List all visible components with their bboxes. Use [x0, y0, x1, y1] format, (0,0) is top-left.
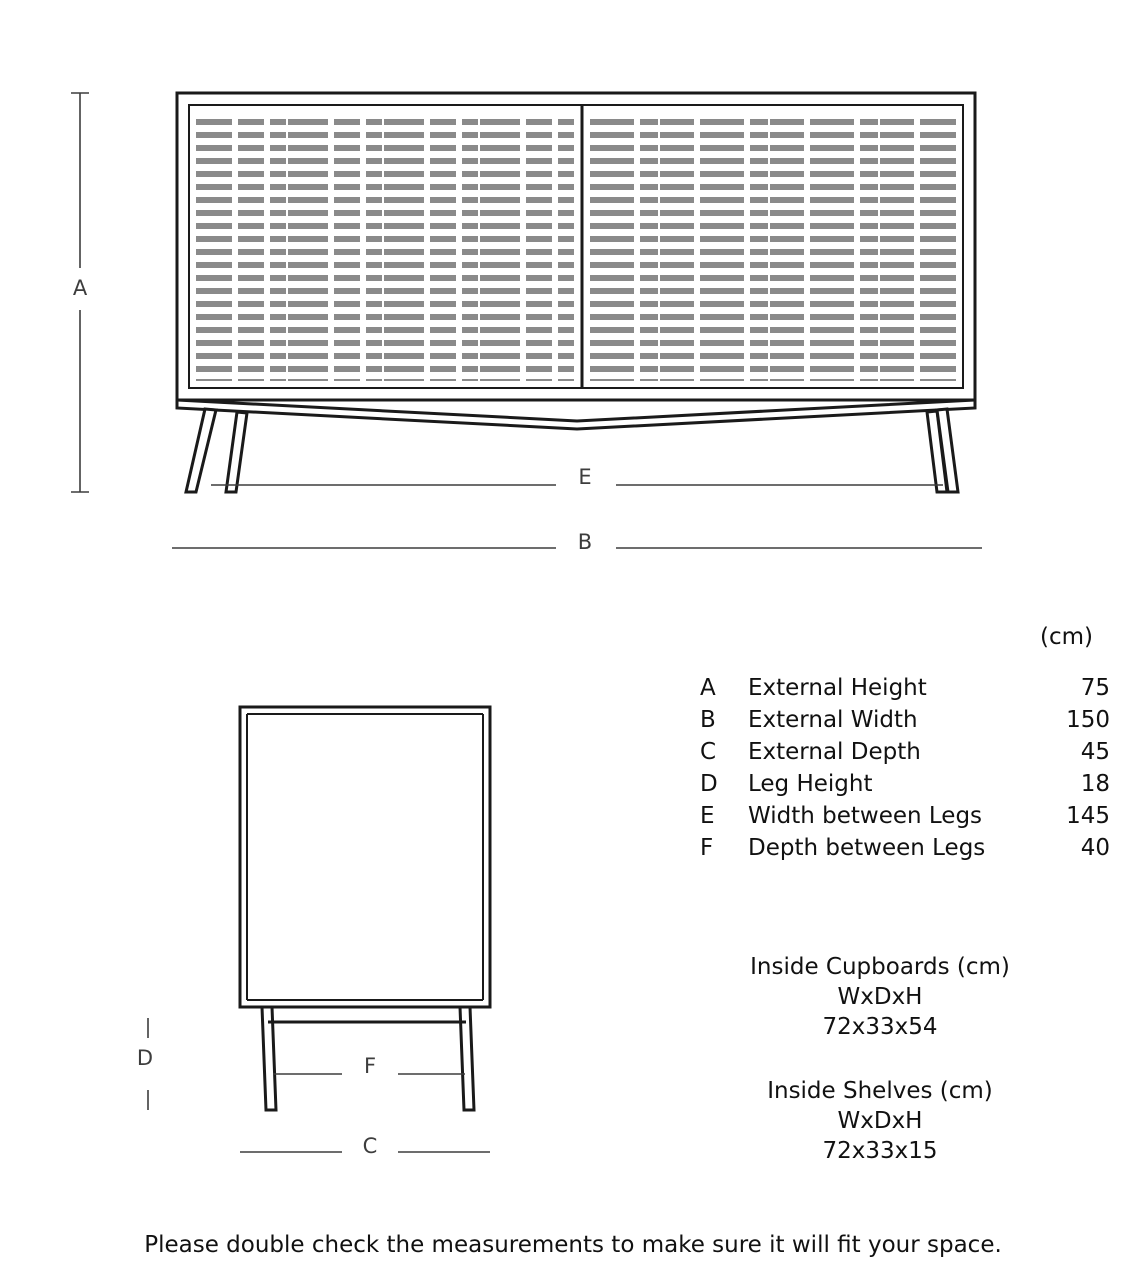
spec-key: A — [700, 675, 716, 701]
inside-shelves-title: Inside Shelves (cm) — [767, 1078, 993, 1104]
spec-name: External Width — [748, 707, 918, 733]
inside-cupboards-block — [620, 952, 1140, 1042]
inside-cupboards-dims-label: WxDxH — [837, 984, 923, 1010]
spec-value: 150 — [1066, 707, 1110, 733]
specification-table — [700, 672, 1110, 864]
spec-key: C — [700, 739, 717, 765]
table-row — [700, 672, 1110, 704]
spec-value: 45 — [1080, 739, 1110, 765]
inside-shelves-dims: 72x33x15 — [822, 1138, 938, 1164]
table-row — [700, 704, 1110, 736]
inside-cupboards-title: Inside Cupboards (cm) — [750, 954, 1010, 980]
spec-value: 40 — [1080, 835, 1110, 861]
dimension-label-F: F — [363, 1054, 377, 1078]
inside-cupboards-dims: 72x33x54 — [822, 1014, 938, 1040]
spec-key: F — [700, 835, 714, 861]
spec-key: D — [700, 771, 718, 797]
spec-name: External Depth — [748, 739, 921, 765]
spec-value: 145 — [1066, 803, 1110, 829]
dimension-label-B: B — [577, 530, 593, 554]
table-row — [700, 768, 1110, 800]
front-view-cabinet — [177, 93, 975, 492]
inside-shelves-dims-label: WxDxH — [837, 1108, 923, 1134]
dimension-label-C: C — [362, 1134, 378, 1158]
dimension-label-D: D — [136, 1046, 154, 1070]
spec-name: Depth between Legs — [748, 835, 986, 861]
dimension-label-E: E — [578, 465, 592, 489]
spec-name: Width between Legs — [748, 803, 983, 829]
footer-note: Please double check the measurements to make sure it will fit your space. — [144, 1232, 1002, 1258]
spec-key: E — [700, 803, 715, 829]
spec-value: 18 — [1080, 771, 1110, 797]
table-row — [700, 832, 1110, 864]
spec-name: Leg Height — [748, 771, 873, 797]
spec-key: B — [700, 707, 716, 733]
spec-name: External Height — [748, 675, 927, 701]
spec-value: 75 — [1080, 675, 1110, 701]
spec-unit-label: (cm) — [1040, 624, 1093, 650]
inside-shelves-block — [620, 1076, 1140, 1166]
table-row — [700, 736, 1110, 768]
dimension-label-A: A — [72, 276, 88, 300]
side-view-cabinet — [240, 707, 490, 1110]
table-row — [700, 800, 1110, 832]
